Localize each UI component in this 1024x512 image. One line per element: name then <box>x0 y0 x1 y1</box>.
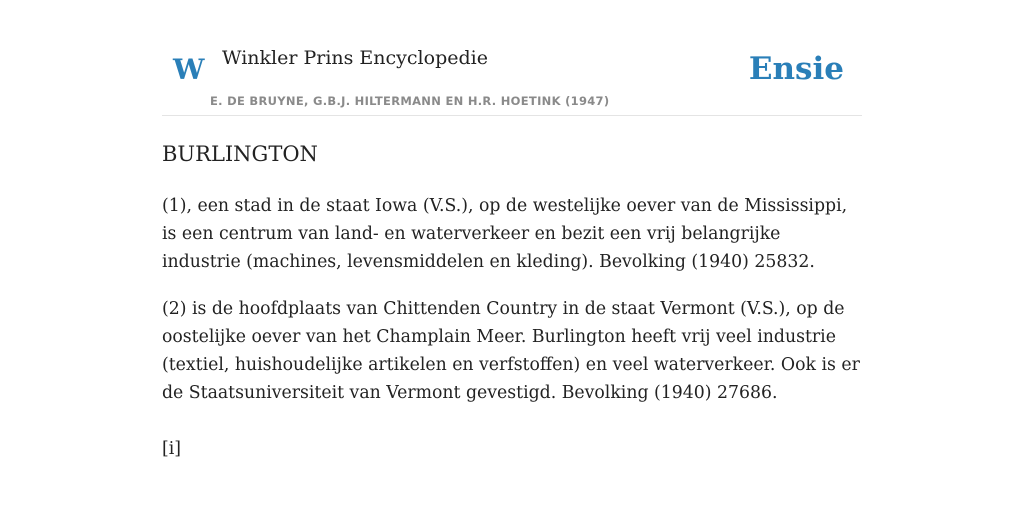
winkler-prins-logo-icon[interactable]: W <box>173 53 205 86</box>
site-title-link[interactable]: Winkler Prins Encyclopedie <box>222 47 488 69</box>
article-title: BURLINGTON <box>162 142 318 166</box>
article-page <box>162 0 862 512</box>
site-subtitle: E. DE BRUYNE, G.B.J. HILTERMANN EN H.R. HOETINK (1947) <box>210 94 610 108</box>
ensie-logo[interactable]: Ensie <box>748 51 844 87</box>
article-paragraph-1: (1), een stad in de staat Iowa (V.S.), op de westelijke oever van de Mississippi, is een centrum van land- en waterverkeer en bezit een vrij belangrijke industrie (machines, levensmiddelen en kleding). Bevolking (1940) 25832. <box>162 196 848 272</box>
info-footnote-link[interactable]: [i] <box>162 439 182 459</box>
site-header <box>162 0 862 116</box>
article-paragraph-2: (2) is de hoofdplaats van Chittenden Country in de staat Vermont (V.S.), op de oostelijke oever van het Champlain Meer. Burlington heeft vrij veel industrie (textiel, huishoudelijke artikelen en verfstoffen) en veel waterverkeer. Ook is er de Staatsuniversiteit van Vermont gevestigd. Bevolking (1940) 27686. <box>162 299 860 403</box>
